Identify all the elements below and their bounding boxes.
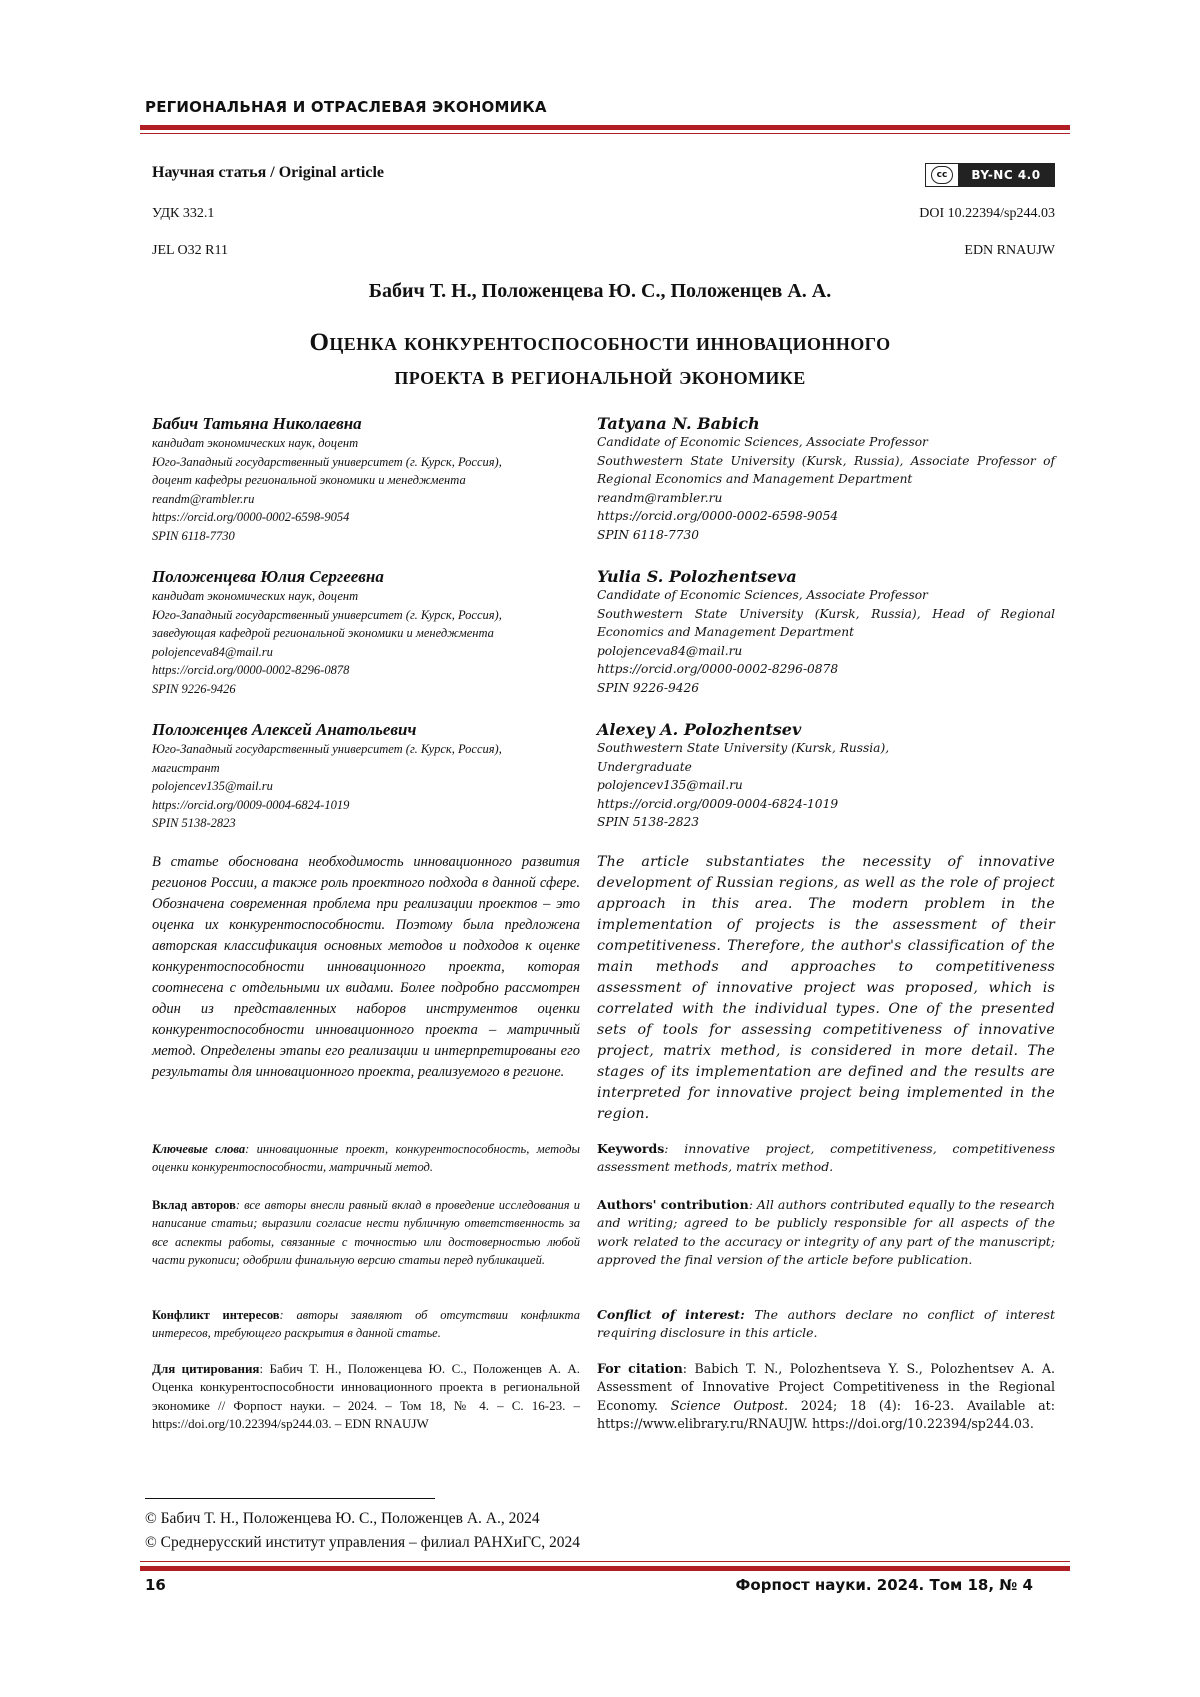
author-email[interactable]: reandm@rambler.ru: [152, 490, 580, 509]
author-position: доцент кафедры региональной экономики и менеджмента: [152, 471, 580, 490]
header-rule-thick: [140, 125, 1070, 130]
article-type: Научная статья / Original article: [152, 164, 384, 182]
article-title: [100, 326, 1100, 394]
copyright-institution: © Среднерусский институт управления – филиал РАНХиГС, 2024: [145, 1534, 580, 1552]
contribution-label: Authors' contribution: [597, 1197, 749, 1212]
author-name: Alexey A. Polozhentsev: [597, 720, 1055, 739]
conflict-ru: [152, 1306, 580, 1343]
conflict-label: Conflict of interest:: [597, 1307, 745, 1322]
author-orcid[interactable]: https://orcid.org/0009-0004-6824-1019: [152, 796, 580, 815]
authors-line: Бабич Т. Н., Положенцева Ю. С., Положенцев А. А.: [0, 280, 1200, 303]
keywords-label: Ключевые слова: [152, 1142, 245, 1156]
contribution-text: : все авторы внесли равный вклад в проведение исследования и написание статьи; выразили согласие нести публичную ответственность за все аспекты работы, связанные с точностью или достоверностью любой части рукописи; одобрили финальную версию статьи перед публикацией.: [152, 1198, 580, 1267]
conflict-label: Конфликт интересов: [152, 1308, 280, 1322]
author-orcid[interactable]: https://orcid.org/0000-0002-6598-9054: [152, 508, 580, 527]
author-email[interactable]: reandm@rambler.ru: [597, 489, 1055, 508]
author-affiliation: Southwestern State University (Kursk, Russia), Head of Regional Economics and Management Department: [597, 605, 1055, 642]
author-ru-3: [152, 720, 580, 833]
author-name: Tatyana N. Babich: [597, 414, 1055, 433]
citation-en: [597, 1360, 1055, 1434]
author-ru-1: [152, 414, 580, 546]
author-email[interactable]: polojenceva84@mail.ru: [597, 642, 1055, 661]
author-degree: Candidate of Economic Sciences, Associate Professor: [597, 586, 1055, 605]
author-affiliation: Юго-Западный государственный университет (г. Курск, Россия),: [152, 606, 580, 625]
author-email[interactable]: polojencev135@mail.ru: [152, 777, 580, 796]
author-spin: SPIN 5138-2823: [597, 813, 1055, 832]
conflict-text: The authors declare no conflict of interest requiring disclosure in this article.: [597, 1307, 1055, 1340]
author-affiliation: Юго-Западный государственный университет (г. Курск, Россия),: [152, 453, 580, 472]
contribution-label: Вклад авторов: [152, 1198, 236, 1212]
journal-issue: Форпост науки. 2024. Том 18, № 4: [620, 1576, 1033, 1594]
author-en-2: [597, 567, 1055, 698]
author-email[interactable]: polojenceva84@mail.ru: [152, 643, 580, 662]
author-en-3: [597, 720, 1055, 832]
author-degree: Candidate of Economic Sciences, Associate Professor: [597, 433, 1055, 452]
conflict-text: : авторы заявляют об отсутствии конфликта интересов, требующего раскрытия в данной статье.: [152, 1308, 580, 1340]
page-number: 16: [145, 1576, 166, 1594]
author-name: Положенцева Юлия Сергеевна: [152, 567, 580, 587]
doi[interactable]: DOI 10.22394/sp244.03: [700, 206, 1055, 222]
author-position: заведующая кафедрой региональной экономики и менеджмента: [152, 624, 580, 643]
author-position: Undergraduate: [597, 758, 1055, 777]
abstract-en: The article substantiates the necessity of innovative development of Russian regions, as well as the role of project approach in this area. The modern problem in the implementation of projects is the assessment of their competitiveness. Therefore, the author's classification of the main methods and approaches to competitiveness assessment of innovative project was proposed, which is correlated with the individual types. One of the presented sets of tools for assessing competitiveness of innovative project, matrix method, is considered in more detail. The stages of its implementation are defined and the results are interpreted for innovative project being implemented in the region.: [597, 852, 1055, 1125]
citation-text: : Бабич Т. Н., Положенцева Ю. С., Положенцев А. А. Оценка конкурентоспособности инновационного проекта в региональной экономике // Форпост науки. – 2024. – Том 18, № 4. – С. 16-23. – https://doi.org/10.22394/sp244.03. – EDN RNAUJW: [152, 1361, 580, 1431]
keywords-text: : innovative project, competitiveness, competitiveness assessment methods, matrix method.: [597, 1141, 1055, 1174]
keywords-label: Keywords: [597, 1141, 664, 1156]
citation-label: Для цитирования: [152, 1361, 259, 1376]
running-title: РЕГИОНАЛЬНАЯ И ОТРАСЛЕВАЯ ЭКОНОМИКА: [145, 98, 547, 116]
author-spin: SPIN 6118-7730: [597, 526, 1055, 545]
author-orcid[interactable]: https://orcid.org/0000-0002-6598-9054: [597, 507, 1055, 526]
keywords-en: [597, 1140, 1055, 1177]
footer-rule-thin: [140, 1561, 1070, 1562]
author-email[interactable]: polojencev135@mail.ru: [597, 776, 1055, 795]
abstract-ru: В статье обоснована необходимость инновационного развития регионов России, а также роль проектного подхода в данной сфере. Обозначена современная проблема при реализации проектов – это оценка их конкурентоспособности. Поэтому была предложена авторская классификация основных методов и подходов к оценке конкурентоспособности инновационного проекта, которая соотнесена с отдельными их видами. Более подробно рассмотрен один из представленных наборов инструментов оценки конкурентоспособности инновационного проекта – матричный метод. Определены этапы его реализации и интерпретированы его результаты для инновационного проекта, реализуемого в регионе.: [152, 852, 580, 1083]
contribution-en: [597, 1196, 1055, 1270]
license-label: BY-NC 4.0: [958, 164, 1054, 186]
creative-commons-icon: cc: [926, 164, 958, 186]
udk: УДК 332.1: [152, 206, 214, 222]
jel: JEL O32 R11: [152, 243, 228, 259]
author-affiliation: Southwestern State University (Kursk, Russia),: [597, 739, 1055, 758]
title-line-2: проекта в региональной экономике: [100, 360, 1100, 394]
author-degree: кандидат экономических наук, доцент: [152, 587, 580, 606]
footer-rule-thick: [140, 1566, 1070, 1571]
author-orcid[interactable]: https://orcid.org/0000-0002-8296-0878: [152, 661, 580, 680]
keywords-ru: [152, 1140, 580, 1177]
contribution-text: : All authors contributed equally to the research and writing; agreed to be publicly responsible for all aspects of the work related to the accuracy or integrity of any part of the manuscript; approved the final version of the article before publication.: [597, 1197, 1055, 1267]
author-name: Положенцев Алексей Анатольевич: [152, 720, 580, 740]
citation-text: : Babich T. N., Polozhentseva Y. S., Polozhentsev A. A. Assessment of Innovative Project Competitiveness in the Regional Economy.: [597, 1361, 1055, 1413]
license-badge[interactable]: [925, 163, 1055, 187]
author-spin: SPIN 9226-9426: [597, 679, 1055, 698]
footnote-divider: [145, 1498, 435, 1499]
author-position: магистрант: [152, 759, 580, 778]
keywords-text: : инновационные проект, конкурентоспособность, методы оценки конкурентоспособности, матричный метод.: [152, 1142, 580, 1174]
author-spin: SPIN 5138-2823: [152, 814, 580, 833]
citation-text-tail: 2024; 18 (4): 16-23. Available at: https://www.elibrary.ru/RNAUJW. https://doi.org/10.22394/sp244.03.: [597, 1398, 1055, 1431]
author-affiliation: Southwestern State University (Kursk, Russia), Associate Professor of Regional Economics and Management Department: [597, 452, 1055, 489]
contribution-ru: [152, 1196, 580, 1270]
author-en-1: [597, 414, 1055, 545]
author-spin: SPIN 6118-7730: [152, 527, 580, 546]
author-orcid[interactable]: https://orcid.org/0000-0002-8296-0878: [597, 660, 1055, 679]
citation-label: For citation: [597, 1361, 683, 1376]
edn: EDN RNAUJW: [700, 243, 1055, 259]
author-name: Бабич Татьяна Николаевна: [152, 414, 580, 434]
title-line-1: Оценка конкурентоспособности инновационного: [100, 326, 1100, 360]
author-affiliation: Юго-Западный государственный университет (г. Курск, Россия),: [152, 740, 580, 759]
conflict-en: [597, 1306, 1055, 1343]
author-spin: SPIN 9226-9426: [152, 680, 580, 699]
citation-journal: Science Outpost.: [671, 1398, 788, 1413]
author-ru-2: [152, 567, 580, 699]
author-degree: кандидат экономических наук, доцент: [152, 434, 580, 453]
author-name: Yulia S. Polozhentseva: [597, 567, 1055, 586]
header-rule-thin: [140, 133, 1070, 134]
author-orcid[interactable]: https://orcid.org/0009-0004-6824-1019: [597, 795, 1055, 814]
copyright-authors: © Бабич Т. Н., Положенцева Ю. С., Положенцев А. А., 2024: [145, 1510, 540, 1528]
citation-ru: [152, 1360, 580, 1434]
